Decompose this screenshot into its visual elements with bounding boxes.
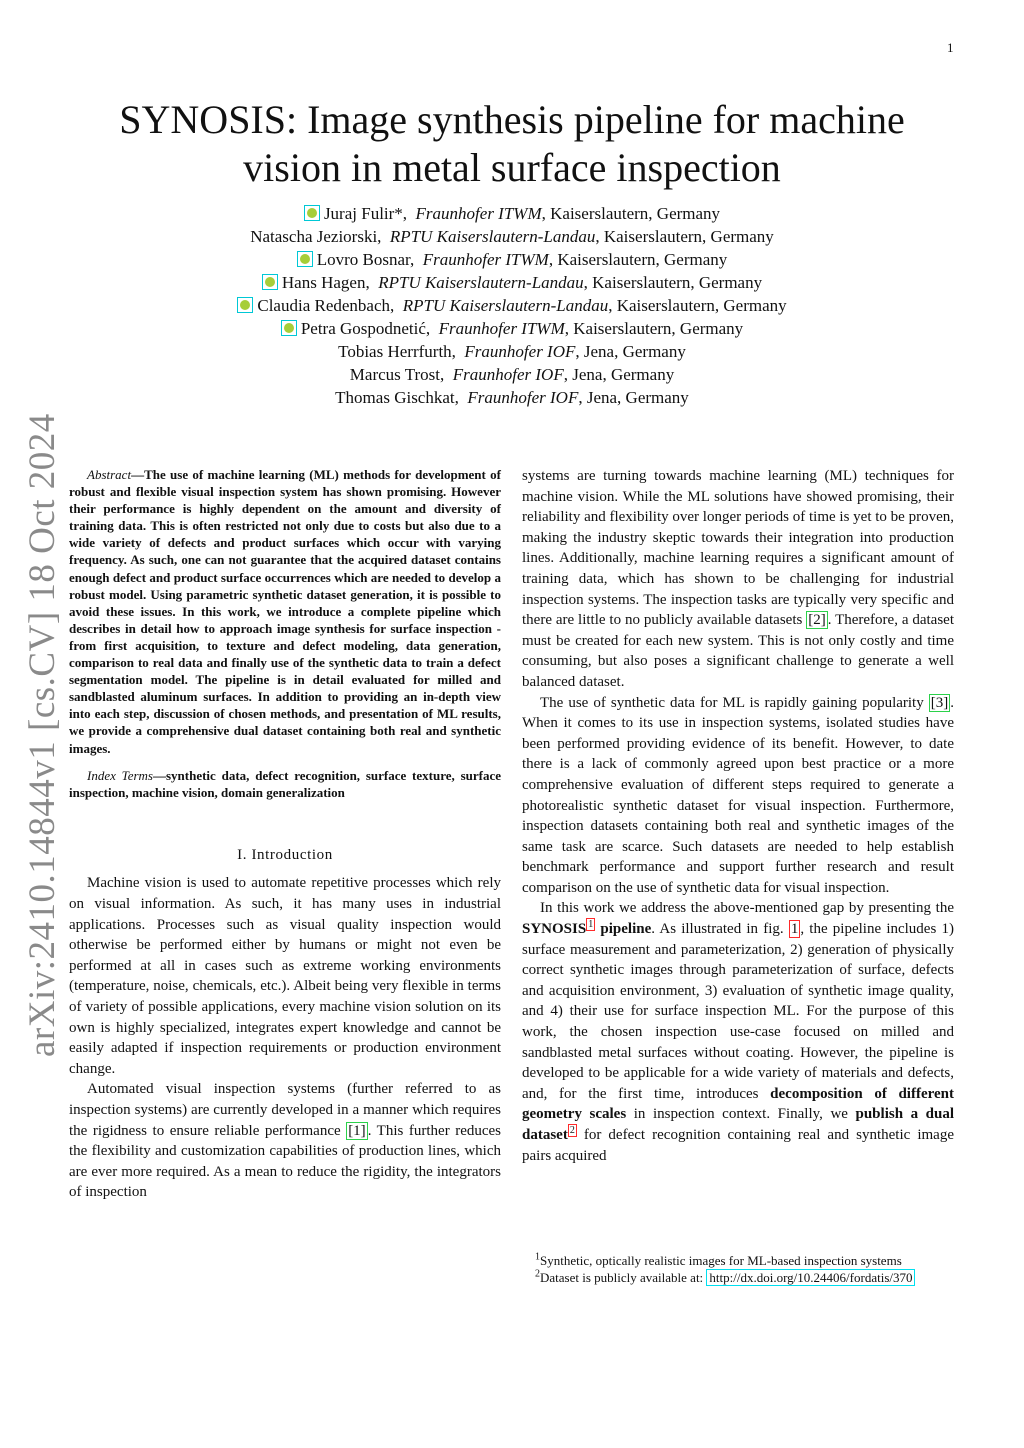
footnote-marker[interactable]: 1 <box>588 919 594 931</box>
author-name: Tobias Herrfurth, <box>338 342 456 361</box>
paragraph-text: Automated visual inspection systems (further referred to as inspection systems) are currently developed in a manner which requires the rigidness to ensure reliable performance <box>69 1081 501 1139</box>
footnote-text: Dataset is publicly available at: <box>540 1270 707 1285</box>
orcid-icon[interactable] <box>281 320 297 336</box>
intro-paragraph: Machine vision is used to automate repetitive processes which rely on visual information. As such, it has many uses in industrial applications. Processes such as visual quality inspection would otherwise be performed either by humans or might not even be performed at all in cases such as extreme working environments (temperature, noise, chemicals, etc.). Albeit being very flexible in terms of variety of possible applications, every machine vision solution on its own is highly specialized, integrates expert knowledge and cannot be easily adapted if inspection requirements or production environment change. <box>69 875 501 1077</box>
index-terms-text: —synthetic data, defect recognition, surface texture, surface inspection, machine vision, domain generalization <box>69 767 501 800</box>
paragraph-text: . This further reduces the flexibility and customization capabilities of production lines, which are ever more required. As a mean to reduce the rigidity, the integrators of inspection <box>69 1122 502 1201</box>
abstract-text: —The use of machine learning (ML) methods for development of robust and flexible visual inspection system has shown promising. However their performance is highly dependent on the amount and diversity of training data. This is often restricted not only due to costs but also due to a wide variety of defects and product surfaces which occur with varying frequency. As such, one can not guarantee that the acquired dataset contains enough defect and product surface occurrences which are needed to develop a robust model. Using parametric synthetic dataset generation, it is possible to avoid these issues. In this work, we introduce a complete pipeline which describes in detail how to approach image synthesis for surface inspection - from first acquisition, to texture and defect modeling, data generation, comparison to real data and finally use of the synthetic data to train a defect segmentation model. The pipeline is in detail evaluated for milled and sandblasted aluminum surfaces. In addition to providing an in-depth view into each step, discussion of chosen methods, and presentation of ML results, we provide a comprehensive dual dataset containing both real and synthetic images. <box>69 467 501 756</box>
author-line <box>100 294 924 317</box>
citation-link[interactable]: [3] <box>930 694 949 711</box>
paragraph-text: . When it comes to its use in inspection systems, isolated studies have been performed providing evidence of its benefit. However, to date there is a lack of commonly agreed upon best practice or a more comprehensive evaluation of different steps required to generate a photorealistic synthetic dataset for visual inspection. Furthermore, inspection datasets containing both real and synthetic images of the same task are scarce. Such datasets are needed to help establish benchmark performance and support further research and result comparison on the use of synthetic data for visual inspection. <box>522 694 954 896</box>
author-line <box>100 271 924 294</box>
author-line <box>100 386 924 409</box>
body-paragraph <box>522 466 954 693</box>
section-heading: I. Introduction <box>237 846 333 863</box>
footnote-number: 2 <box>535 1268 540 1280</box>
author-name: Lovro Bosnar, <box>316 250 415 269</box>
arxiv-identifier: arXiv:2410.14844v1 [cs.CV] 18 Oct 2024 <box>22 413 63 1057</box>
paragraph-text: In this work we address the above-mentioned gap by presenting the <box>540 900 954 917</box>
author-location: , Jena, Germany <box>575 342 686 361</box>
paragraph-text: The use of synthetic data for ML is rapidly gaining popularity <box>540 694 929 711</box>
author-location: , Kaiserslautern, Germany <box>608 296 787 315</box>
body-paragraph <box>522 693 954 899</box>
author-line <box>100 202 924 225</box>
index-terms <box>69 767 501 801</box>
right-column <box>522 466 954 1166</box>
page-number: 1 <box>947 40 954 55</box>
author-name: Thomas Gischkat, <box>335 388 459 407</box>
author-affiliation: RPTU Kaiserslautern-Landau <box>378 273 584 292</box>
author-affiliation: Fraunhofer ITWM <box>415 204 542 223</box>
title-line-2: vision in metal surface inspection <box>243 145 781 190</box>
footnote-1 <box>535 1252 955 1269</box>
paragraph-text: . As illustrated in fig. <box>651 921 789 938</box>
citation-link[interactable]: [1] <box>348 1122 366 1139</box>
dataset-link[interactable]: http://dx.doi.org/10.24406/fordatis/370 <box>706 1269 915 1286</box>
author-affiliation: Fraunhofer IOF <box>467 388 579 407</box>
footnote-number: 1 <box>535 1251 540 1263</box>
author-location: , Kaiserslautern, Germany <box>548 250 728 269</box>
paragraph-text: systems are turning towards machine learning (ML) techniques for machine vision. While the ML solutions have showed promising, their reliability and flexibility over longer periods of time is yet to be proven, making the industry skeptic towards their integration into production lines. Additionally, machine learning requires a significant amount of training data, which has shown to be challenging for industrial inspection systems. The inspection tasks are typically very specific and there are little to no publicly available datasets <box>522 468 954 629</box>
footnote-2 <box>535 1269 955 1286</box>
author-list <box>100 202 924 409</box>
author-location: , Jena, Germany <box>563 365 675 384</box>
orcid-icon[interactable] <box>237 297 253 313</box>
author-name: Claudia Redenbach, <box>257 296 395 315</box>
author-affiliation: RPTU Kaiserslautern-Landau <box>402 296 609 315</box>
author-affiliation: RPTU Kaiserslautern-Landau <box>389 227 596 246</box>
left-column <box>69 466 501 1203</box>
footnote-text: Synthetic, optically realistic images for ML-based inspection systems <box>540 1253 902 1268</box>
author-line <box>100 340 924 363</box>
index-terms-label: Index Terms <box>87 767 153 783</box>
author-location: , Kaiserslautern, Germany <box>541 204 721 223</box>
figure-reference-link[interactable]: 1 <box>790 921 799 938</box>
body-paragraph <box>522 898 954 1166</box>
decomposition-phrase: decomposition of different geometry scales <box>522 1085 955 1123</box>
paragraph-text: in inspection context. Finally, we <box>626 1106 856 1123</box>
paragraph-text: for defect recognition containing real and synthetic image pairs acquired <box>522 1127 954 1164</box>
citation-link[interactable]: [2] <box>808 612 826 629</box>
author-location: , Kaiserslautern, Germany <box>595 227 774 246</box>
footnotes <box>535 1252 955 1286</box>
orcid-icon[interactable] <box>297 251 313 267</box>
author-location: , Jena, Germany <box>578 388 689 407</box>
author-affiliation: Fraunhofer ITWM <box>438 319 565 338</box>
pipeline-word: pipeline <box>595 921 652 938</box>
title-line-1: SYNOSIS: Image synthesis pipeline for machine <box>119 97 905 142</box>
author-affiliation: Fraunhofer IOF <box>464 342 576 361</box>
author-name: Juraj Fulir*, <box>323 204 408 223</box>
author-name: Hans Hagen, <box>281 273 370 292</box>
author-affiliation: Fraunhofer IOF <box>452 365 564 384</box>
orcid-icon[interactable] <box>304 205 320 221</box>
abstract <box>69 466 501 757</box>
author-location: , Kaiserslautern, Germany <box>564 319 744 338</box>
author-line <box>100 248 924 271</box>
intro-paragraph <box>69 1079 501 1203</box>
synosis-name: SYNOSIS <box>522 921 587 938</box>
abstract-label: Abstract <box>87 467 132 482</box>
author-line <box>100 317 924 340</box>
orcid-icon[interactable] <box>262 274 278 290</box>
author-name: Marcus Trost, <box>349 365 445 384</box>
author-affiliation: Fraunhofer ITWM <box>422 250 549 269</box>
author-line <box>100 225 924 248</box>
publish-phrase: publish a dual dataset <box>522 1106 954 1143</box>
footnote-marker[interactable]: 2 <box>569 1125 575 1136</box>
author-location: , Kaiserslautern, Germany <box>583 273 763 292</box>
author-line <box>100 363 924 386</box>
paper-title <box>80 96 944 192</box>
author-name: Petra Gospodnetić, <box>300 319 431 338</box>
author-name: Natascha Jeziorski, <box>250 227 382 246</box>
paragraph-text: , the pipeline includes 1) surface measurement and parameterization, 2) generation of physically correct synthetic images through parameterization of surface, defects and acquisition environment, 3) evaluation of synthetic image quality, and 4) their use for surface inspection ML. For the purpose of this work, the chosen inspection use-case focused on milled and sandblasted metal surfaces without coating. However, the pipeline is developed to be applicable for a wide variety of materials and defects, and, for the first time, introduces <box>522 921 954 1102</box>
paragraph-text: . Therefore, a dataset must be created for each new system. This is not only costly and time consuming, but also poses a significant challenge to generate a well balanced dataset. <box>522 612 954 690</box>
